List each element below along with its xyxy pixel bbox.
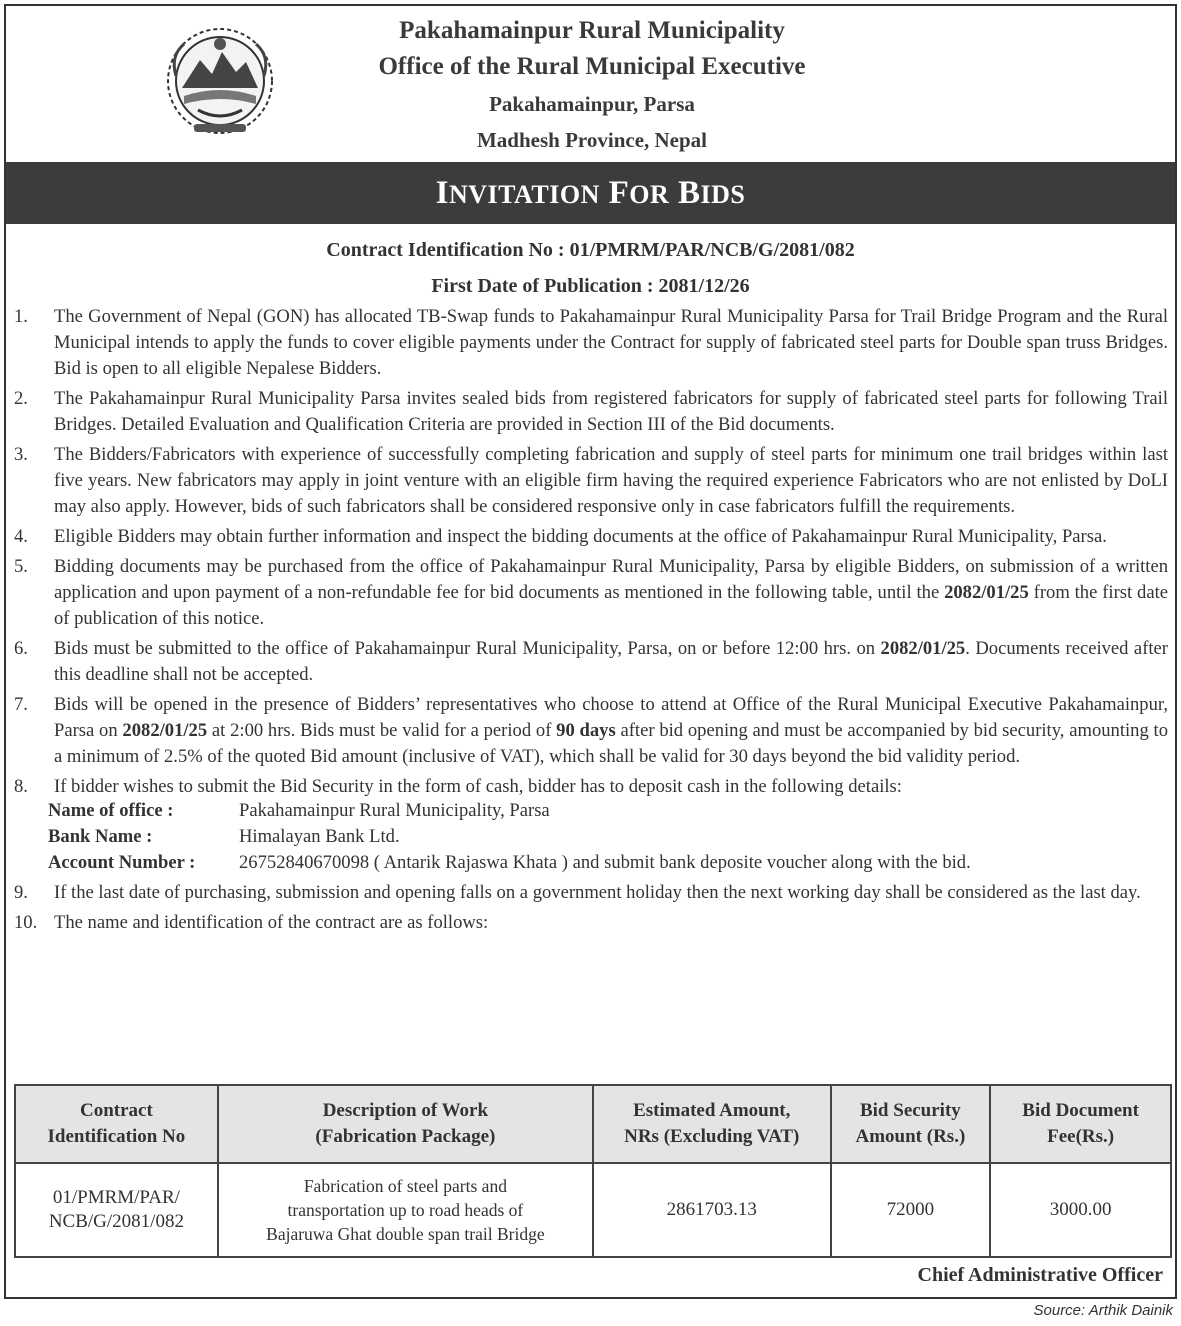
cell-bid-security: 72000	[831, 1163, 991, 1257]
office-location: Pakahamainpur, Parsa	[489, 92, 695, 116]
table-header-row	[15, 1085, 1171, 1163]
clause-8: 8. If bidder wishes to submit the Bid Security in the form of cash, bidder has to deposit cash in the following details:	[14, 776, 902, 797]
header-bid-security: Bid Security Amount (Rs.)	[831, 1085, 991, 1163]
clause-5: 5. Bidding documents may be purchased from the office of Pakahamainpur Rural Municipality, Parsa by eligible Bidders, on submission of a written application and upon payment of a non-refundable fee for bid documents as mentioned in the following table, until the 2082/01/25 from the first date of publication of this notice.	[14, 556, 1168, 629]
bank-label: Bank Name :	[48, 826, 153, 847]
identifiers	[6, 232, 1175, 304]
notice-title: INVITATION FOR BIDS	[6, 162, 1175, 224]
bank-value: Himalayan Bank Ltd.	[239, 826, 400, 847]
header-contract-id: Contract Identification No	[15, 1085, 218, 1163]
source-credit: Source: Arthik Dainik	[1033, 1302, 1173, 1319]
publication-date-line: First Date of Publication : 2081/12/26	[431, 275, 750, 297]
notice-frame	[4, 4, 1177, 1299]
header-description: Description of Work (Fabrication Package)	[218, 1085, 593, 1163]
clause-1: 1. The Government of Nepal (GON) has allocated TB-Swap funds to Pakahamainpur Rural Municipality Parsa for Trail Bridge Program and the Rural Municipal intends to apply the funds to cover eligible payments under the Contract for supply of fabricated steel parts for Double span truss Bridges. Bid is open to all eligible Nepalese Bidders.	[14, 306, 1168, 379]
clause-9: 9. If the last date of purchasing, submission and opening falls on a government holiday then the next working day shall be considered as the last day.	[14, 882, 1141, 903]
notice-clauses	[14, 304, 1168, 940]
account-value: 26752840670098 ( Antarik Rajaswa Khata ) and submit bank deposite voucher along with the bid.	[239, 852, 971, 873]
office-value: Pakahamainpur Rural Municipality, Parsa	[239, 800, 550, 821]
table-row	[15, 1163, 1171, 1257]
cell-doc-fee: 3000.00	[990, 1163, 1171, 1257]
province: Madhesh Province, Nepal	[476, 128, 708, 152]
contract-table	[14, 1084, 1172, 1258]
clause-4: 4. Eligible Bidders may obtain further information and inspect the bidding documents at the office of Pakahamainpur Rural Municipality, Parsa.	[14, 526, 1107, 547]
office-name: Office of the Rural Municipal Executive	[378, 53, 806, 80]
signatory: Chief Administrative Officer	[917, 1264, 1163, 1286]
org-name: Pakahamainpur Rural Municipality	[399, 17, 785, 44]
clause-7: 7. Bids will be opened in the presence of Bidders’ representatives who choose to attend at Office of the Rural Municipal Executive Pakahamainpur, Parsa on 2082/01/25 at 2:00 hrs. Bids must be valid for a period of 90 days after bid opening and must be accompanied by bid security, amounting to a minimum of 2.5% of the quoted Bid amount (inclusive of VAT), which shall be valid for 30 days beyond the bid validity period.	[14, 694, 1168, 767]
contract-id-line: Contract Identification No : 01/PMRM/PAR/NCB/G/2081/082	[326, 239, 855, 261]
header	[6, 6, 1175, 162]
cell-contract-id: 01/PMRM/PAR/ NCB/G/2081/082	[15, 1163, 218, 1257]
clause-10: 10. The name and identification of the contract are as follows:	[14, 912, 489, 933]
office-label: Name of office :	[48, 800, 174, 821]
cell-description: Fabrication of steel parts and transportation up to road heads of Bajaruwa Ghat double span trail Bridge	[218, 1163, 593, 1257]
clause-3: 3. The Bidders/Fabricators with experience of successfully completing fabrication and supply of steel parts for minimum one trail bridges within last five years. New fabricators may apply in joint venture with an eligible firm having the required experience Fabricators who are not enlisted by DoLI may also apply. However, bids of such fabricators shall be considered responsive only in case fabricators fulfill the requirements.	[14, 444, 1168, 517]
bank-details	[14, 798, 1168, 876]
header-estimated-amount: Estimated Amount, NRs (Excluding VAT)	[593, 1085, 831, 1163]
header-doc-fee: Bid Document Fee(Rs.)	[990, 1085, 1171, 1163]
clause-2: 2. The Pakahamainpur Rural Municipality Parsa invites sealed bids from registered fabricators for supply of fabricated steel parts for following Trail Bridges. Detailed Evaluation and Qualification Criteria are provided in Section III of the Bid documents.	[14, 388, 1168, 435]
clause-6: 6. Bids must be submitted to the office of Pakahamainpur Rural Municipality, Parsa, on or before 12:00 hrs. on 2082/01/25. Documents received after this deadline shall not be accepted.	[14, 638, 1168, 685]
account-label: Account Number :	[48, 852, 196, 873]
cell-estimated-amount: 2861703.13	[593, 1163, 831, 1257]
